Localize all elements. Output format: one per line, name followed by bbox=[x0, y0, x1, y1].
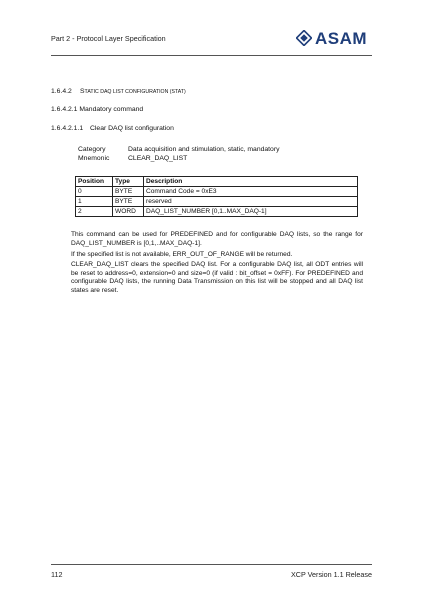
heading-title-initial: S bbox=[80, 88, 85, 95]
meta-row-mnemonic bbox=[78, 154, 280, 163]
column-header-description: Description bbox=[144, 177, 358, 187]
cell-type: BYTE bbox=[113, 197, 144, 207]
paragraph-usage: This command can be used for PREDEFINED and for configurable DAQ lists, so the range for DAQ_LIST_NUMBER is [0,1,..MAX_DAQ-1]. bbox=[71, 231, 363, 247]
header-section-title: Part 2 - Protocol Layer Specification bbox=[51, 34, 166, 43]
meta-label: Category bbox=[78, 146, 106, 153]
meta-value: Data acquisition and stimulation, static, mandatory bbox=[128, 146, 280, 153]
command-meta bbox=[78, 145, 280, 163]
cell-position: 2 bbox=[76, 207, 113, 217]
cell-description: Command Code = 0xE3 bbox=[144, 187, 358, 197]
page-number: 112 bbox=[51, 570, 63, 579]
table-row bbox=[76, 197, 358, 207]
meta-label: Mnemonic bbox=[78, 155, 110, 162]
logo-text: ASAM bbox=[315, 28, 368, 48]
cell-position: 1 bbox=[76, 197, 113, 207]
heading-title: Clear DAQ list configuration bbox=[90, 125, 174, 132]
cell-position: 0 bbox=[76, 187, 113, 197]
column-header-type: Type bbox=[113, 177, 144, 187]
document-version: XCP Version 1.1 Release bbox=[291, 570, 372, 579]
cell-description: reserved bbox=[144, 197, 358, 207]
heading-number: 1.6.4.2.1 bbox=[51, 106, 78, 113]
table-row bbox=[76, 187, 358, 197]
footer-divider bbox=[51, 564, 372, 565]
heading-number: 1.6.4.2 bbox=[51, 88, 72, 95]
heading-title: Mandatory command bbox=[79, 106, 144, 113]
paragraph-description: CLEAR_DAQ_LIST clears the specified DAQ list. For a configurable DAQ list, all ODT entries will be reset to address=0, extension=0 and size=0 (if valid : bit_offset = 0xFF). For PREDEFINED and configurable DAQ lists, the running Data Transmission on this list will be stopped and all DAQ list states are reset. bbox=[71, 261, 363, 294]
asam-logo bbox=[296, 27, 367, 49]
meta-value: CLEAR_DAQ_LIST bbox=[128, 155, 188, 162]
cell-type: WORD bbox=[113, 207, 144, 217]
column-header-position: Position bbox=[76, 177, 113, 187]
cell-type: BYTE bbox=[113, 187, 144, 197]
cell-description: DAQ_LIST_NUMBER [0,1..MAX_DAQ-1] bbox=[144, 207, 358, 217]
heading-mandatory-command bbox=[51, 106, 143, 113]
header-divider bbox=[51, 55, 372, 56]
table-header-row bbox=[76, 177, 358, 187]
heading-clear-daq-list-configuration bbox=[51, 125, 174, 132]
command-structure-table bbox=[75, 176, 358, 217]
table-row bbox=[76, 207, 358, 217]
paragraph-error: If the specified list is not available, ERR_OUT_OF_RANGE will be returned. bbox=[71, 251, 293, 258]
heading-number: 1.6.4.2.1.1 bbox=[51, 125, 84, 132]
heading-static-daq-list-configuration bbox=[51, 88, 186, 95]
heading-title-rest: TATIC DAQ LIST CONFIGURATION (STAT) bbox=[84, 89, 186, 95]
meta-row-category bbox=[78, 145, 280, 154]
asam-diamond-icon bbox=[296, 30, 312, 46]
